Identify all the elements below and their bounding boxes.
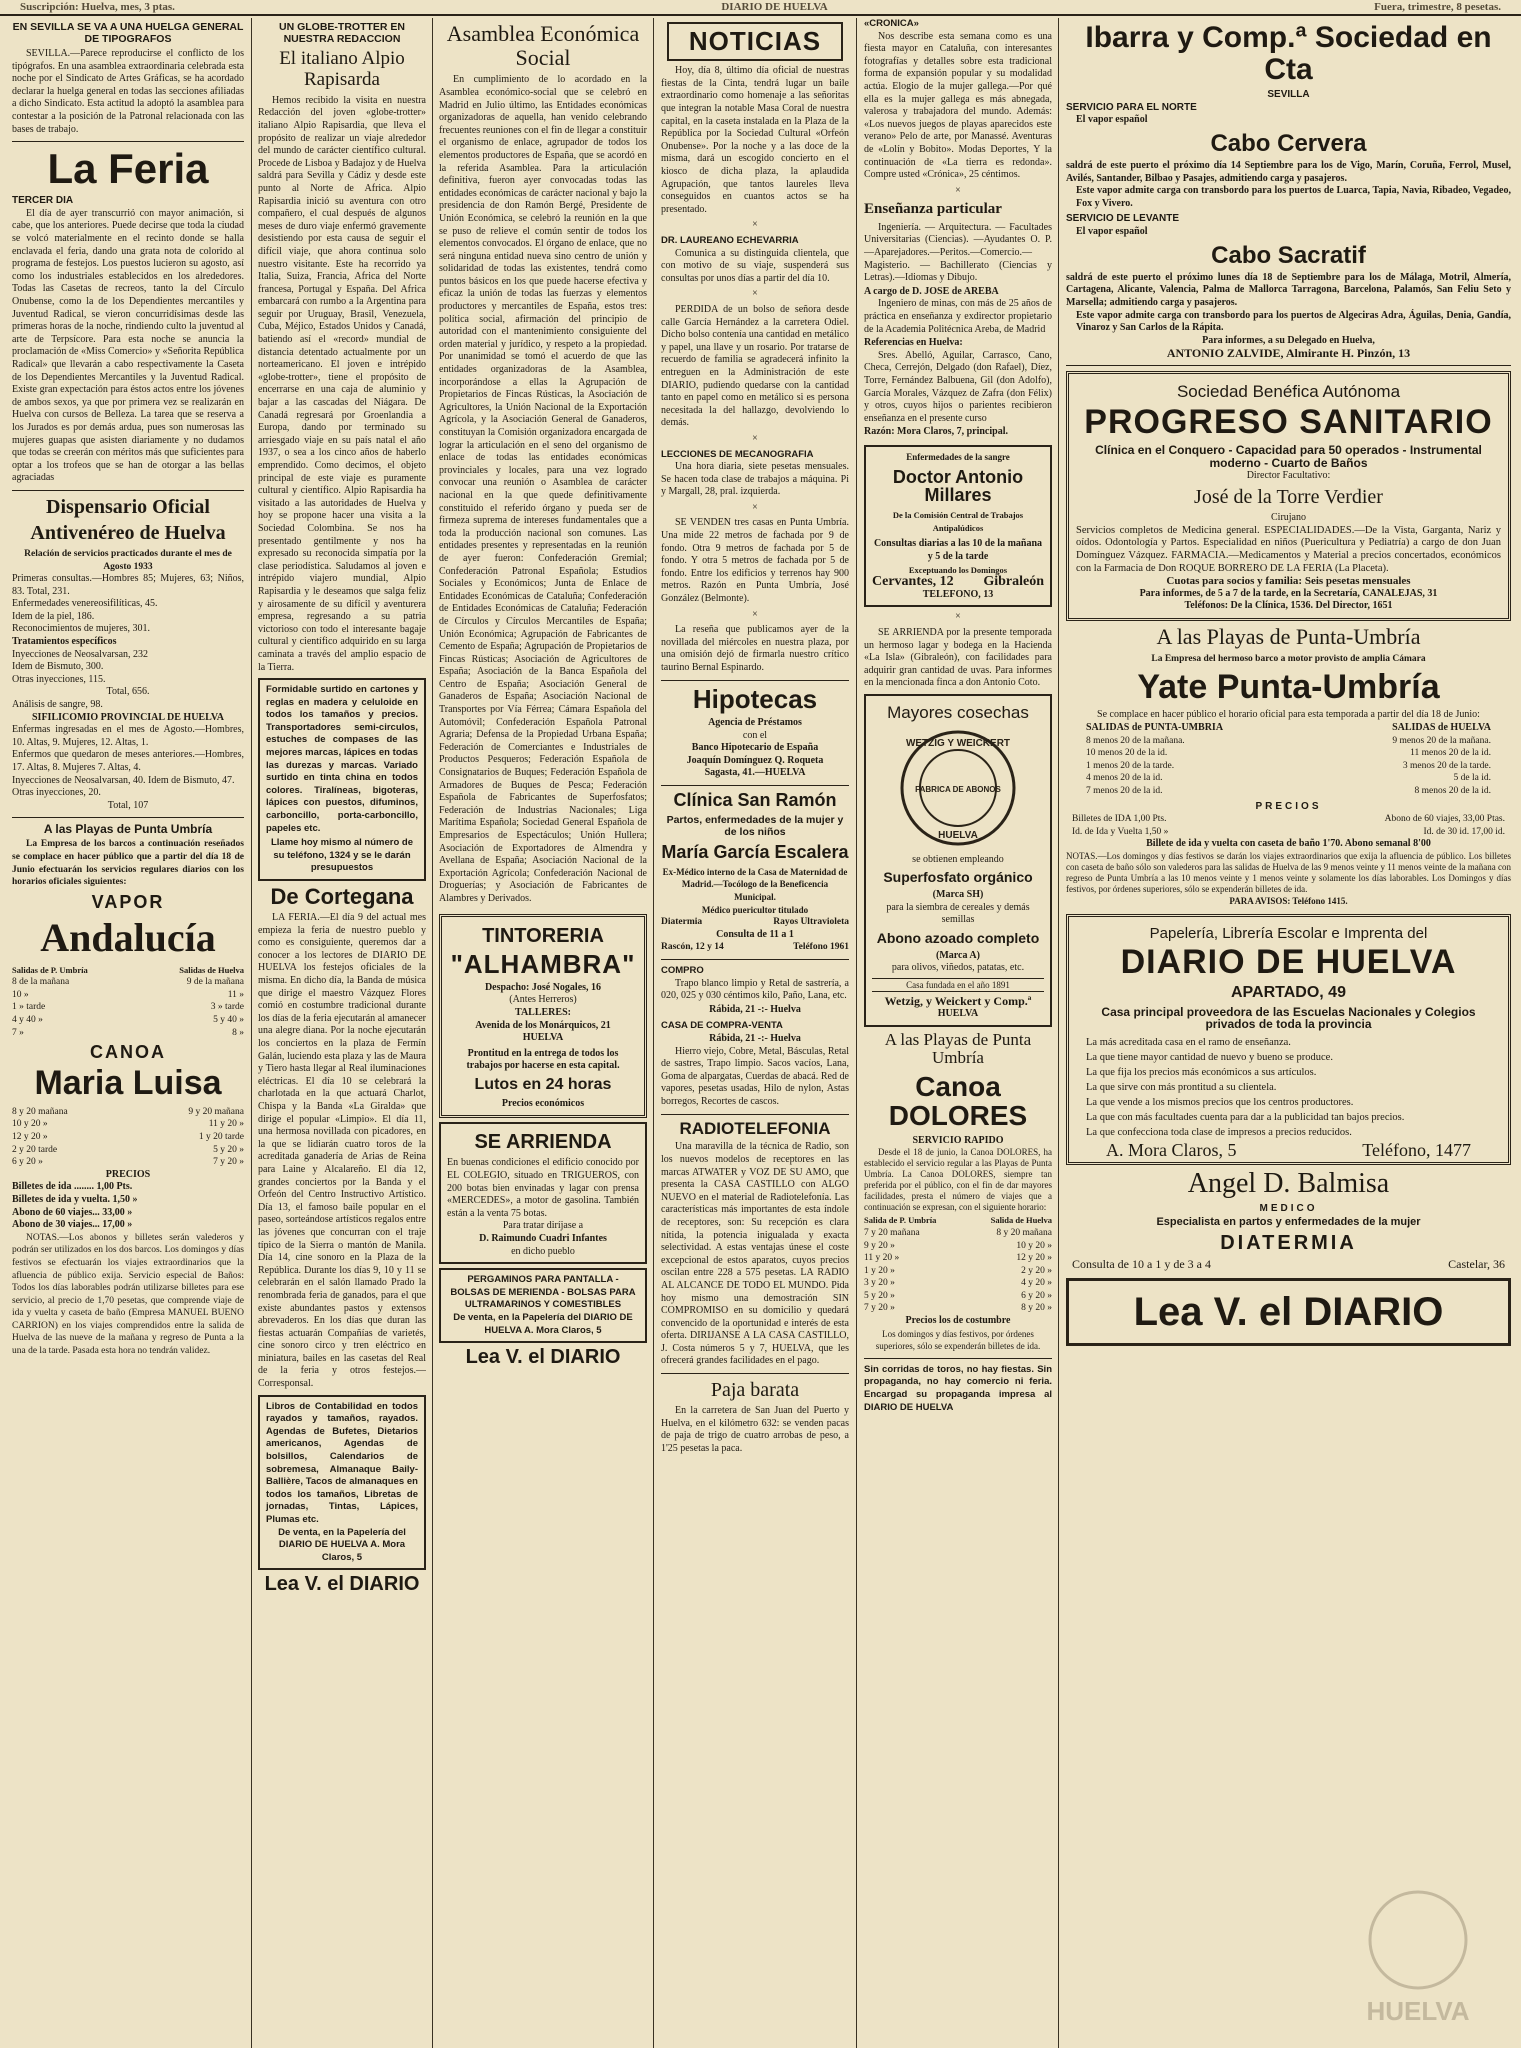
- table-row: 12 y 20 » 1 y 20 tarde: [12, 1131, 244, 1142]
- cartones-text: Formidable surtido en cartones y reglas en madera y celuloide en todos los tamaños y precios. Transportadores semi-circulos, estuches de compases de las mejores marcas, lápices en todas las durezas y marcas. Variado surtido en tinta china en todos colores. Tiralíneas, bigoteras, lápices con puestos, difuminos, carboncillo, porta-carboncillo, papeles etc.: [266, 684, 418, 834]
- column-2: [258, 18, 426, 2048]
- arriendo-name: D. Raimundo Cuadri Infantes: [479, 1232, 607, 1244]
- dolores-headline: A las Playas de Punta Umbría: [884, 1029, 1032, 1068]
- balmisa-medico: MEDICO: [1259, 1203, 1318, 1215]
- table-row: 1 menos 20 de la tarde. 3 menos 20 de la tarde.: [1086, 760, 1491, 771]
- list-item: Idem de la piel, 186.: [12, 610, 95, 622]
- cosechas-marca-sh: (Marca SH): [932, 889, 984, 901]
- cv-headline: CASA DE COMPRA-VENTA: [661, 1020, 783, 1032]
- casas-article: SE VENDEN tres casas en Punta Umbría. Una mide 22 metros de fachada por 9 de fondo. Otra 9 metros de fachada por 5 de fondo. Y otra 5 metros de fachada por 5 de fondo. Entre los edificios y terrenos hay 900 metros. Razón en Punta Umbría, José González (Belmonte).: [661, 517, 849, 605]
- compro-article: Trapo blanco limpio y Retal de sastrería, a 020, 025 y 030 céntimos kilo, Paño, Lana, etc.: [661, 977, 849, 1002]
- feria-subtitle: TERCER DIA: [12, 195, 74, 207]
- papeleria-title: DIARIO DE HUELVA: [1120, 943, 1457, 982]
- cosechas-para-1: para la siembra de cereales y demás semillas: [886, 901, 1030, 926]
- yate-empresa: La Empresa del hermoso barco a motor provisto de amplia Cámara: [1151, 654, 1426, 665]
- papeleria-apartado: APARTADO, 49: [1231, 983, 1346, 1001]
- pergaminos-venta: De venta, en la Papelería del DIARIO DE HUELVA A. Mora Claros, 5: [453, 1311, 633, 1336]
- dolores-precios: Precios los de costumbre: [905, 1315, 1011, 1327]
- progreso-text: Servicios completos de Medicina general. ESPECIALIDADES.—De la Vista, Garganta, Nariz y oídos. Odontología y Partos. Especialidad en niños (Puericultura y Pediatría) a cargo de don Juan Domínguez Vázquez. FARMACIA.—Medicamentos y Material a precios concertados, económicos con la Farmacia de Don ROQUE BORRERO DE LA FERIA (La Placeta).: [1076, 524, 1501, 574]
- lea-diario: Lea V. el DIARIO: [465, 1346, 621, 1369]
- sevilla-article: SEVILLA.—Parece reproducirse el conflicto de los tipógrafos. En una asamblea extraordinaria celebrada esta noche por el Sindicato de Artes Gráficas, se ha acordado declarar la huelga general en todas las secciones afiliadas a dicho Sindicato. Esta actitud la adoptó la asamblea para contestar a la posición de la Patronal relacionada con las bases de trabajo.: [12, 48, 244, 135]
- list-item: (Antes Herreros): [509, 994, 577, 1006]
- ensenanza-ref-head: Referencias en Huelva:: [864, 337, 963, 349]
- list-item: Despacho: José Nogales, 16: [484, 981, 602, 993]
- table-row: 2 y 20 tarde 5 y 20 »: [12, 1144, 244, 1155]
- papeleria-contact: [1076, 1139, 1501, 1160]
- list-item: Abono de 60 viajes... 33,00 »: [12, 1206, 133, 1218]
- papeleria-casa: Casa principal proveedora de las Escuelas Nacionales y Colegios privados de toda la provincia: [1101, 1004, 1476, 1032]
- lea-diario: Lea V. el DIARIO: [1133, 1290, 1444, 1335]
- list-item: Sagasta, 41.—HUELVA: [704, 767, 806, 779]
- ensenanza-text: Ingeniería. — Arquitectura. — Facultades Universitarias (Ciencias). —Ayudantes O. P.—Aparejadores.—Peritos.—Comercio.—Magisterio. — Bachillerato (Ciencias y Letras).—Idiomas y Dibujo.: [864, 221, 1052, 284]
- playas-intro: La Empresa de los barcos a continuación reseñados se complace en hacer público que a partir del día 18 de Junio efectuarán los servicios regulares diarios con los horarios oficiales siguientes:: [12, 839, 244, 888]
- dispensario-subtitle: Relación de servicios practicados durante el mes de Agosto 1933: [24, 548, 232, 572]
- libros-text: Libros de Contabilidad en todos rayados y tamaños, rayados. Agendas de Bufetes, Dietarios americanos, Agendas de bolsillos, Calendarios de sobremesa, Almanaque Baily-Ballière, Tacos de almanaques en todos los tamaños, Libretas de jornadas, Tintas, Lápices, Plumas etc.: [266, 1400, 418, 1525]
- ibarra-text-1: saldrá de este puerto el próximo día 14 Septiembre para los de Vigo, Marín, Coruña, Ferrol, Musel, Avilés, Santander, Bilbao y Pasajes, admitiendo carga y pasajeros.: [1066, 159, 1511, 184]
- arriendo-tratar: Para tratar diríjase a: [502, 1220, 584, 1232]
- millares-exc: Exceptuando los Domingos: [908, 564, 1008, 575]
- compro-addr: Rábida, 21 -:- Huelva: [709, 1003, 801, 1015]
- arriendo-text: En buenas condiciones el edificio conocido por EL COLEGIO, situado en TRIGUEROS, con 200 botas bien envinadas y lagar con prensa «MERCEDES», a motor de gasolina. También están a la venta 75 botas.: [447, 1157, 639, 1219]
- ibarra-vapor-1: El vapor español: [1076, 114, 1148, 126]
- clinica-consulta: Consulta de 11 a 1: [716, 928, 794, 940]
- millares-ad: [864, 445, 1052, 608]
- papeleria-addr: A. Mora Claros, 5: [1106, 1139, 1237, 1160]
- cosechas-firm: Wetzig, y Weickert y Comp.ª: [884, 994, 1032, 1009]
- column-4: NOTICIAS Hoy, día 8, último día oficial de nuestras fiestas de la Cinta, tendrá lugar un baile extraordinario como homenaje a las señoritas que integran la notable Masa Coral de nuestra capital, en la caseta instalada en la Plaza de la República por la Sociedad Cultural «Orfeón Onubense». Por la noche y a las doce de la misma, dará un escogido concierto en el kiosco de dicha plaza, la aplaudida Agrupación, que tantos laureles lleva conseguidos en cuantos actos se ha presentado. × DR. LAUREANO ECHEVARRIA Comunica a su distinguida clientela, que con motivo de su viaje, suspenderá sus consultas por unos días a partir del día 10. × PERDIDA de un bolso de señora desde calle García Hernández a la carretera Odiel. Dicho bolso contenía una cantidad en metálico y papel, una llave y un rosario. Por tratarse de recuerdo de familia se agradecerá infinito la entreguen en la Administración de este DIARIO, pudiendo quedarse con la cantidad tanto en papel como en metálico si es persona necesitada la del hallazgo, devolviendo lo demás. × LECCIONES DE MECANOGRAFIA Una hora diaria, siete pesetas mensuales. Se hacen toda clase de trabajos a máquina. Pi y Margall, 28, pral. izquierda. × SE VENDEN tres casas en Punta Umbría. Una mide 22 metros de fachada por 9 de fondo. Otra 9 metros de fachada por 5 de fondo. Y otra 5 metros de fachada por 5 de fondo. Entre los edificios y terrenos hay 900 metros. Razón en Punta Umbría, José González (Belmonte). × La reseña que publicamos ayer de la novillada del miércoles en nuestra plaza, por una omisión dejó de firmarla nuestro crítico taurino Bernal Espinardo. Hipotecas Agencia de Préstamos con el Banco Hipotecario de España Joaquín Domínguez Q. Roqueta Sagasta, 41.—HUELVA Clínica San Ramón Partos, enfermedades de la mujer y de los niños María García Escalera Ex-Médico interno de la Casa de Maternidad de Madrid.—Tocólogo de la Beneficencia Municipal. Médico puericultor titulado Diatermia Rayos Ultravioleta Consulta de 11 a 1 Rascón, 12 y 14 Teléfono 1961 COMPRO Trapo blanco limpio y Retal de sastrería, a 020, 025 y 030 céntimos kilo, Paño, Lana, etc. Rábida, 21 -:- Huelva CASA DE COMPRA-VENTA Rábida, 21 -:- Huelva Hierro viejo, Cobre, Metal, Básculas, Retal de sastres, Trapo limpio. Sacos vacíos, Lana, Goma de alpargatas, Cuerdas de abacá. Red de vapores, pesetas usadas, Hilo de nylon, Astas borregos, Recortes de cascos. RADIOTELEFONIA Una maravilla de la técnica de Radio, son los nuevos modelos de receptores en las marcas ATWATER y VOZ DE SU AMO, que presenta la CASA CASTILLO con ALGO NUEVO en el material de Radiotelefonía. Las características más importantes de esta índole de receptores, son: Su recepción es clara nítida, la potencia inigualada y exacta selectividad. A estas ventajas únese el coste excepcional de estos aparatos, cuyos precios oscilan entre 228 a 575 pesetas. LA RADIO AL ALCANCE DE TODO EL MUNDO. Pida hoy mismo una demostración SIN COMPROMISO en su domicilio y quedará convencido de la oportunidad e interés de esta oferta. DIRIJANSE A LA CASA CASTILLO, J. Costa números 5 y 7, HUELVA, que les ofrecerá grandes facilidades en el pago. Paja barata En la carretera de San Juan del Puerto y Huelva, en el kilómetro 632: se venden pacas de paja de trigo de cuatro arrobas de peso, a 1'25 pesetas la paca.: [661, 18, 849, 2048]
- ibarra-text-2b: Este vapor admite carga con transbordo para los puertos de Algeciras Adra, Águilas, Denia, Gandía, Vinaroz y San Carlos de la Rápita.: [1076, 309, 1511, 334]
- cosechas-superfosfato: Superfosfato orgánico: [883, 869, 1033, 886]
- list-item: Idem de Bismuto, 300.: [12, 661, 104, 673]
- tint-precios: Precios económicos: [501, 1097, 585, 1109]
- table-row: 8 menos 20 de la mañana. 9 menos 20 de la mañana.: [1086, 735, 1491, 746]
- table-row: 10 y 20 » 11 y 20 »: [12, 1119, 244, 1130]
- clinica-fac: Médico puericultor titulado: [701, 904, 809, 915]
- globe-headline: UN GLOBE-TROTTER EN NUESTRA REDACCION: [279, 21, 405, 45]
- dolores-sched-head: Salida de P. Umbría Salida de Huelva: [864, 1215, 1052, 1226]
- arriendo2-article: SE ARRIENDA por la presente temporada un hermoso lagar y bodega en la Hacienda «La Isla» (Gibraleón), con facilidades para adquirir gran cantidad de uvas. Para informes en la mencionada finca a don Antonio Coto.: [864, 627, 1052, 689]
- dolores-title: Canoa DOLORES: [888, 1070, 1028, 1132]
- table-row: 3 y 20 » 4 y 20 »: [864, 1278, 1052, 1289]
- yate-headline: A las Playas de Punta-Umbría: [1156, 623, 1421, 649]
- yate-precios: PRECIOS: [1255, 800, 1322, 812]
- ibarra-title: Ibarra y Comp.ª Sociedad en Cta: [1085, 21, 1492, 86]
- list-item: Reconocimientos de mujeres, 301.: [12, 623, 151, 635]
- sched-head: Salidas de P. Umbría Salidas de Huelva: [12, 964, 244, 975]
- list-item: La que vende a los mismos precios que los centros productores.: [1086, 1096, 1354, 1108]
- papeleria-list: [1086, 1035, 1491, 1140]
- progreso-title: PROGRESO SANITARIO: [1084, 402, 1493, 441]
- cosechas-huelva: HUELVA: [937, 1007, 979, 1019]
- column-rule: [1058, 18, 1059, 2048]
- progreso-tel: Teléfonos: De la Clínica, 1536. Del Director, 1651: [1184, 600, 1393, 612]
- ibarra-agent: ANTONIO ZALVIDE, Almirante H. Pinzón, 13: [1166, 346, 1411, 361]
- hipotecas-title: Hipotecas: [692, 683, 818, 714]
- perdida-article: PERDIDA de un bolso de señora desde calle García Hernández a la carretera Odiel. Dicho bolso contenía una cantidad en metálico y papel, una llave y un rosario. Por tratarse de recuerdo de familia se agradecerá infinito la entreguen en la Administración de este DIARIO, pudiendo quedarse con la cantidad tanto en papel como en metálico si es persona necesitada la del hallazgo, devolviendo lo demás.: [661, 303, 849, 429]
- yate-title: Yate Punta-Umbría: [1137, 667, 1440, 706]
- cosechas-title: Mayores cosechas: [887, 703, 1029, 722]
- column-rule: [432, 18, 433, 2048]
- list-item: Enfermedades venereosifilíticas, 45.: [12, 598, 158, 610]
- lea-diario: Lea V. el DIARIO: [264, 1573, 420, 1596]
- lea-box: [1066, 1278, 1511, 1346]
- balmisa-name: Angel D. Balmisa: [1187, 1167, 1390, 1199]
- dr-headline: DR. LAUREANO ECHEVARRIA: [661, 235, 799, 247]
- column-3: [439, 18, 647, 2048]
- list-item: con el: [742, 729, 768, 741]
- logo-text-top: WETZIG Y WEICKERT: [905, 737, 1011, 749]
- clinica-doctor: María García Escalera: [661, 841, 849, 862]
- column-rule: [251, 18, 252, 2048]
- table-row: 7 menos 20 de la id. 8 menos 20 de la id.: [1086, 785, 1491, 796]
- radio-title: RADIOTELEFONIA: [679, 1118, 831, 1138]
- table-row: Id. de Ida y Vuelta 1,50 » Id. de 30 id. 17,00 id.: [1072, 826, 1505, 837]
- progreso-cuotas: Cuotas para socios y familia: Seis pesetas mensuales: [1166, 575, 1411, 588]
- list-item: La que con más facultades cuenta para dar a la publicidad tan bajos precios.: [1086, 1111, 1405, 1123]
- clinica-text: Ex-Médico interno de la Casa de Maternidad de Madrid.—Tocólogo de la Beneficencia Municipal.: [662, 866, 848, 903]
- cartones-call: Llame hoy mismo al número de su teléfono, 1324 y se le darán presupuestos: [270, 837, 413, 874]
- ibarra-cabo-sacratif: Cabo Sacratif: [1211, 241, 1366, 269]
- tint-label: TINTORERIA: [482, 924, 604, 947]
- table-row: 8 y 20 mañana 9 y 20 mañana: [12, 1106, 244, 1117]
- feria-title: La Feria: [47, 145, 209, 193]
- wetzig-weickert-logo: [898, 728, 1018, 848]
- table-row: 8 de la mañana 9 de la mañana: [12, 977, 244, 988]
- list-item: Total, 107: [107, 799, 149, 811]
- balmisa-consulta: Consulta de 10 a 1 y de 3 a 4: [1072, 1256, 1211, 1271]
- header-subscription: Suscripción: Huelva, mes, 3 ptas.: [20, 1, 175, 13]
- list-item: Inyecciones de Neosalvarsan, 232: [12, 648, 149, 660]
- list-item: Total, 656.: [106, 686, 150, 698]
- ibarra-sevilla: SEVILLA: [1267, 89, 1310, 100]
- cosechas-para-2: para olivos, viñedos, patatas, etc.: [891, 962, 1025, 974]
- meca-headline: LECCIONES DE MECANOGRAFIA: [661, 448, 814, 460]
- asamblea-article: En cumplimiento de lo acordado en la Asamblea económico-social que se celebró en Madrid en Julio último, las Entidades económicas organizadoras de aquella, han venido celebrando frecuentes reuniones con el fin de llegar a constituir el organismo de enlace, agrupador de todos los elementos productores de España, que se acordó en la referida Asamblea. Para la articulación definitiva, fueron ayer convocadas todas las entidades económicas de carácter nacional y bajo la presidencia de don Ramón Bergé, Presidente de Unión Económica, se celebró la reunión en la que se puso de relieve el común sentir de todos los elementos convocados. El órgano de enlace, que no será ninguna entidad nueva sino centro de unión y solidaridad de todas las existentes, tendrá como puntos básicos en los que puede hacerse efectiva y eficaz la unión de todas las fuerzas y elementos productores y mercantiles de España, estos tres: política social, afirmación del principio de autoridad con el mantenimiento consiguiente del orden material y jurídico, y respeto a la propiedad. Por unanimidad se tomó el acuerdo de que las entidades organizadoras de la Asamblea, incorporándose a ellas la Agrupación de Propietarios de Fincas Rústicas, la Asociación de Agricultores, la Unión Nacional de la Exportación Agrícola, y la Asociación General de Ganaderos, constituyan la Comisión organizadora encargada de lograr la articulación en el seno del organismo de enlace de todas las entidades económicas provinciales y locales, para una vez logrado convocar una reunión o Asamblea de carácter nacional en la que quede definitivamente constituido el referido órgano y pueda ser de firmeza suprema de intereses fundamentales que a toda la producción nacional son comunes. Las entidades presentes y representadas en la reunión de ayer fueron: Confederación Gremial; Confederación Patronal Española; Estudios Sociales y Económicos; Junta de Enlace de Entidades Económicas de Cataluña; Confederación de Entidades Económicas de Cataluña; Federación de Círculos y Círculos Mercantiles de España; Unión Económica; Agrupación de Fabricantes de Cemento de España; Agrupación de Propietarios de Fincas Rústicas; Asociación de Agricultores de España; Asociación de la Banca Española del Centro de España; Asociación General de Ganaderos de España; Asociación Nacional de Transportes por Vía Férrea; Cámara Española del Automóvil; Confederación Española Patronal Agraria; Defensa de la Propiedad Urbana España; Federación de Comerciantes e Industriales de Productos Pesqueros; Federación Española de Consignatarios de Buques; Federación Española de Armadores de Buques de Pesca; Federación Española de Fabricantes de Superfosfatos; Federación de Industrias Nacionales; Liga Marítima Española; Sociedad General Española de Empresarios de Espectáculos; Unión Hullera; Asociación de Exportadores de Almendra y Avellana de España; Asociación Nacional de la Exportación Agrícola; Confederación Nacional de Droguerías; y Asociación de Fabricantes de Alambres y Derivados.: [439, 74, 647, 904]
- ibarra-levante: SERVICIO DE LEVANTE: [1066, 213, 1179, 225]
- list-item: Joaquín Domínguez Q. Roqueta: [686, 754, 824, 766]
- ibarra-text-1b: Este vapor admite carga con transbordo para los puertos de Luarca, Tapia, Navia, Ribadeo, Vegadeo, Fox y Vivero.: [1076, 185, 1511, 209]
- playas-notas: NOTAS.—Los abonos y billetes serán valederos y podrán ser utilizados en los dos barcos. Los domingos y días festivos se efectuarán los viajes extraordinarios que la afluencia de público exija. Servicio especial de Baños: Todos los días laborables podrán utilizarse billetes para ese servicio, al precio de 1,70 pesetas, que comprende viaje de ida y vuelta y caseta de baño (Empresa MANUEL BUENO CARRION) en los viajes comprendidos entre la salida de Huelva de las nueve de la mañana y regreso de Punta a la una de la tarde. Pasada esta hora no tendrán validez.: [12, 1232, 244, 1357]
- list-item: Inyecciones de Neosalvarsan, 40. Idem de Bismuto, 47.: [12, 774, 235, 786]
- dispensario-title: Dispensario Oficial: [46, 495, 210, 518]
- paja-title: Paja barata: [710, 1379, 800, 1402]
- list-item: Billetes de ida y vuelta. 1,50 »: [12, 1193, 138, 1205]
- papeleria-top: Papelería, Librería Escolar e Imprenta del: [1149, 924, 1428, 942]
- dispensario-title-2: Antivenéreo de Huelva: [30, 521, 226, 544]
- tintoreria-ad: [439, 914, 647, 1119]
- table-row: 1 » tarde 3 » tarde: [12, 1002, 244, 1013]
- clinica-addr: Rascón, 12 y 14 Teléfono 1961: [661, 942, 849, 953]
- library-stamp-watermark: [1333, 1880, 1503, 2030]
- feria-article: El día de ayer transcurrió con mayor animación, si cabe, que los anteriores. Puede decirse que toda la ciudad se volcó materialmente en el recinto donde se halla enclavada el feria, dando una grata nota de colorido al programa de festejos. Los puestos lucieron su agosto, así como los industriales establecidos en los alrededores. Todas las Casetas de recreos, tanto la del Círculo Onubense, como la de los Dependientes mercantiles y Juventud Radical, se vieron concurridísimas desde las primeras horas de la noche, rindiendo culto la juventud al arte de Terpsícore. Para esta noche se anuncia la proclamación de «Miss Comercio» y «Señorita República Radical» que llevarán a cabo respectivamente la Caseta de los Dependientes Mercantiles y la Juventud Radical. Existe gran expectación para éstos actos entre los jóvenes de ambos sexos, ya que por primera vez se realizarán en Huelva con cursos de Belleza. La tarea que se reserva a los Jurados es por demás ardua, pues son numerosas las mujeres guapas que asisten diariamente y no dudamos que todas se creerán con méritos más que suficientes para optar a los trofeos que se han de otorgar a las bellas agraciadas: [12, 207, 244, 484]
- list-item: Enfermos que quedaron de meses anteriores.—Hombres, 17. Altas, 8. Mujeres 7. Altas, 4.: [12, 749, 244, 773]
- vapor-label: VAPOR: [91, 891, 165, 912]
- cosechas-fund: Casa fundada en el año 1891: [872, 978, 1044, 993]
- list-item: TALLERES:: [515, 1007, 571, 1019]
- globe-title: El italiano Alpio Rapisarda: [279, 48, 405, 90]
- cortegana-title: De Cortegana: [270, 884, 414, 909]
- clinica-title: Clínica San Ramón: [673, 789, 837, 810]
- progreso-top: Sociedad Benéfica Autónoma: [1176, 381, 1401, 401]
- list-item: Primeras consultas.—Hombres 85; Mujeres, 63; Niños, 83. Total, 231.: [12, 573, 244, 597]
- column-6: [1066, 18, 1511, 2048]
- list-item: La que fija los precios más económicos a sus artículos.: [1086, 1066, 1317, 1078]
- list-item: La que sirve con más prontitud a su clientela.: [1086, 1081, 1277, 1093]
- dolores-sub: SERVICIO RAPIDO: [912, 1134, 1004, 1146]
- header-masthead: DIARIO DE HUELVA: [721, 1, 828, 13]
- progreso-ad: [1066, 371, 1511, 621]
- list-item: Agencia de Préstamos: [708, 716, 802, 728]
- arriendo-ad: [439, 1122, 647, 1264]
- papeleria-ad: [1066, 914, 1511, 1165]
- table-row: 7 » 8 »: [12, 1027, 244, 1038]
- cv-article: Hierro viejo, Cobre, Metal, Básculas, Retal de sastres, Trapo limpio. Sacos vacíos, Lana, Goma de alpargatas, Cuerdas de abacá. Red de vapores, pesetas usadas, Hilo de nylon, Astas borregos, Recortes de cascos.: [661, 1045, 849, 1107]
- tint-lutos: Lutos en 24 horas: [474, 1076, 612, 1094]
- millares-sub: De la Comisión Central de Trabajos Antipalúdicos: [892, 510, 1024, 533]
- logo-text-mid: FABRICA DE ABONOS: [915, 784, 1001, 794]
- ibarra-vapor-2: El vapor español: [1076, 225, 1148, 237]
- ensenanza-text-2: Ingeniero de minas, con más de 25 años de práctica en enseñanza y exdirector propietario de la Academia Politécnica Areba, de Madrid: [864, 298, 1052, 335]
- cronica-article: Nos describe esta semana como es una fiesta mayor en Cataluña, con interesantes fotografías y detalles sobre esta tradicional forma de expansión popular y su modalidad actúa. Elogio de la mujer gallega.—Por qué ella es la mujer gallega es más abnegada, valerosa y trabajadora del mundo. Además: «Los nuevos juegos de playas aparecidos este verano» Pelo de arte, por Manassé. Aventuras de «Lolín y Bobito». Modas Deportes, Y la continuación de «La tierra es redonda». Compre usted «Crónica», 25 céntimos.: [864, 30, 1052, 181]
- cartones-ad: [258, 678, 426, 881]
- table-row: 4 menos 20 de la id. 5 de la id.: [1086, 773, 1491, 784]
- list-item: Análisis de sangre, 98.: [12, 699, 103, 711]
- cv-addr: Rábida, 21 -:- Huelva: [709, 1032, 801, 1044]
- millares-consulta: Consultas diarias a las 10 de la mañana y 5 de la tarde: [873, 538, 1043, 563]
- globe-article: Hemos recibido la visita en nuestra Redacción del joven «globe-trotter» italiano Alpio Rapisardia, que lleva el propósito de realizar un viaje alrededor del mundo de carácter científico cultural. Procede de Lisboa y Badajoz y de Huelva saldrá para Sevilla y Cádiz y desde este punto al Norte de Africa. Alpio Rapisardia inició su aventura con otro compañero, el cual después de algunos meses de duro viaje enfermó gravemente desistiendo por esta causa de seguir el difícil viaje, que ahora continua solo nuestro visitante. Este ha recorrido ya Italia, Suiza, Francia, Africa del Norte francesa, Portugal y España. Del Africa embarcará con rumbo a la Argentina para seguir por Uruguay, Brasil, Venezuela, Cuba, Méjico, Estados Unidos y Canadá, batiendo así el «record» mundial de distancia detentado actualmente por un norteamericano. El joven e intrépido «globe-trotter», tiene el propósito de encerrarse en una caja de aluminio y bajar a las cascadas del Niágara. De Canadá regresará por Groenlandia a Europa, dando por terminado su arriesgado viaje en su país natal el año 1937, o sea a los cinco años de haberlo emprendido. Como decimos, el objeto principal de este viaje es puramente cultural y científico. Alpio Rapisardia ha visitado a las autoridades de Huelva y hoy se propone hacer una visita a la Sociedad Colombina. Se nos ha presentado gentilmente y nos ha expresado su reconocida simpatía por la clase periodística. Saludamos al joven e intrépido viajero mundial, Alpio Rapisardia y le deseamos que salga feliz y airosamente de su difícil y aventurera empresa, regresando a su patria victorioso con todo el interesante bagaje cultural y científico adquirido en su larga caminata a través del amplio espacio de la Tierra.: [258, 94, 426, 673]
- libros-venta: De venta, en la Papelería del DIARIO DE HUELVA A. Mora Claros, 5: [278, 1526, 406, 1563]
- list-item: Abono de 30 viajes... 17,00 »: [12, 1219, 133, 1231]
- cortegana-article: LA FERIA.—El día 9 del actual mes empieza la feria de nuestro pueblo y como es consiguiente, queremos dar a conocer a los lectores de DIARIO DE HUELVA los festejos oficiales de la misma. En dicho día, la Banda de música que dirige el maestro Vázquez Flores comió en costumbre tradicional durante los días de la feria ejecutarán al amanecer una alegre diana. Por la noche ejecutarán los conciertos en la plaza de Fermín Galán, luciendo esta plaza y las de Maura y Tiero hasta llegar al Real iluminaciones eléctricas. El día 10 se celebrará la charlotada en la que actuará Charlot, Chispa y la Banda «La Giralda» que dirige el popular «Limpio». El día 11, una hermosa novillada con picadores, en la que se lidiarán cuatro toros de la acreditada ganadería de Arias de Reina para Laine y Alcalareño. El día 12, grandes conciertos por la Banda y el Orfeón del Centro Instructivo Artístico. Día 13, el famoso baile popular en el paseo, sorteándose artísticos regalos entre las jóvenes que concurran con el traje típico de la Sierra o mantón de Manila. Día 14, cine sonoro en la Plaza de la República. Durante los días 9, 10 y 11 se celebrarán en el salón llamado Prado la renombrada feria de ganados, para el que existe abundantes pastos y extensos abrevaderos. En los días que duran las fiestas actuarán Compañías de varietés, cine sonoro circo y tren eléctrico en miniatura, bailes en las casetas del Real de la feria y otros festejos.—Corresponsal.: [258, 912, 426, 1390]
- ibarra-cabo-cervera: Cabo Cervera: [1210, 129, 1367, 157]
- column-rule: [856, 18, 857, 2048]
- clinica-row: Diatermia Rayos Ultravioleta: [661, 917, 849, 928]
- balmisa-addr: Castelar, 36: [1448, 1256, 1505, 1271]
- meca-article: Una hora diaria, siete pesetas mensuales. Se hacen toda clase de trabajos a máquina. Pi y Margall, 28, pral. izquierda.: [661, 461, 849, 498]
- ibarra-inf: Para informes, a su Delegado en Huelva,: [1202, 334, 1375, 346]
- list-item: Enfermas ingresadas en el mes de Agosto.—Hombres, 10. Altas, 9. Mujeres, 12. Altas, 1.: [12, 724, 244, 748]
- ensenanza-razon: Razón: Mora Claros, 7, principal.: [864, 426, 1008, 438]
- progreso-name: José de la Torre Verdier: [1194, 486, 1383, 509]
- table-row: 6 y 20 » 7 y 20 »: [12, 1157, 244, 1168]
- andalucia-title: Andalucía: [40, 914, 216, 960]
- noticias-box: [667, 22, 843, 61]
- balmisa-contact: [1066, 1258, 1511, 1271]
- yate-sched-head: SALIDAS de PUNTA-UMBRIA SALIDAS de HUELVA: [1086, 722, 1491, 733]
- libros-ad: [258, 1395, 426, 1571]
- list-item: Otras inyecciones, 20.: [12, 787, 101, 799]
- table-row: 10 » 11 »: [12, 989, 244, 1000]
- list-item: Avenida de los Monárquicos, 21: [475, 1019, 611, 1031]
- radio-article: Una maravilla de la técnica de Radio, son los nuevos modelos de receptores en las marcas ATWATER y VOZ DE SU AMO, que presenta la CASA CASTILLO con ALGO NUEVO en el material de Radiotelefonía. Las características más importantes de esta índole de receptores, son: Su recepción es clara nítida, la potencia inigualada y exacta selectividad. A estas ventajas únese el coste excepcional de estos aparatos, cuyos precios oscilan entre 228 a 575 pesetas. LA RADIO AL ALCANCE DE TODO EL MUNDO. Pida hoy mismo una demostración SIN COMPROMISO en su domicilio y quedará convencido de la oportunidad e interés de esta oferta. DIRIJANSE A LA CASA CASTILLO, J. Costa números 5 y 7, HUELVA, que les ofrecerá grandes facilidades en el pago.: [661, 1141, 849, 1367]
- maria-luisa-title: Maria Luisa: [34, 1064, 222, 1103]
- compro-headline: COMPRO: [661, 965, 704, 976]
- arriendo-pueblo: en dicho pueblo: [511, 1245, 575, 1257]
- asamblea-title: Asamblea Económica Social: [446, 21, 640, 71]
- noticias-title: NOTICIAS: [688, 26, 822, 56]
- table-row: 10 menos 20 de la id. 11 menos 20 de la id.: [1086, 748, 1491, 759]
- precios-label: PRECIOS: [105, 1168, 151, 1180]
- cosechas-empleando: se obtienen empleando: [912, 853, 1004, 865]
- balmisa-diatermia: DIATERMIA: [1220, 1231, 1357, 1254]
- paja-article: En la carretera de San Juan del Puerto y Huelva, en el kilómetro 632: se venden pacas de paja de trigo de cuatro arrobas de peso, a 1'25 pesetas la paca.: [661, 1405, 849, 1454]
- cosechas-marca-a: (Marca A): [936, 949, 980, 961]
- table-row: 11 y 20 » 12 y 20 »: [864, 1253, 1052, 1264]
- noticias-article: Hoy, día 8, último día oficial de nuestras fiestas de la Cinta, tendrá lugar un baile extraordinario como homenaje a las señoritas que integran la notable Masa Coral de nuestra capital, en la caseta instalada en la Plaza de la República por la Sociedad Cultural «Orfeón Onubense». Por la noche y a las doce de la misma, dará un escogido concierto en el kiosco de dicha plaza, la aplaudida Agrupación, que tantos laureles lleva conseguidos en cuantos actos se ha presentado.: [661, 65, 849, 215]
- list-item: La más acreditada casa en el ramo de enseñanza.: [1086, 1036, 1291, 1048]
- millares-name: Doctor Antonio Millares: [892, 466, 1024, 506]
- millares-tel: TELEFONO, 13: [922, 588, 994, 600]
- resena-article: La reseña que publicamos ayer de la novillada del miércoles en nuestra plaza, por una omisión dejó de firmarla nuestro crítico taurino Bernal Espinardo.: [661, 624, 849, 674]
- table-row: 7 y 20 » 8 y 20 »: [864, 1303, 1052, 1314]
- arriendo-title: SE ARRIENDA: [474, 1131, 612, 1154]
- dispensario-list: [12, 573, 244, 812]
- logo-text-bottom: HUELVA: [938, 829, 978, 841]
- table-row: 1 y 20 » 2 y 20 »: [864, 1265, 1052, 1276]
- millares-addr: Cervantes, 12 Gibraleón: [872, 574, 1044, 590]
- tint-name: "ALHAMBRA": [450, 948, 636, 979]
- list-item: Banco Hipotecario de España: [691, 742, 819, 754]
- column-rule: [653, 18, 654, 2048]
- papeleria-tel: Teléfono, 1477: [1362, 1139, 1471, 1160]
- cosechas-ad: [864, 694, 1052, 1027]
- pergaminos-ad: [439, 1268, 647, 1343]
- dolores-text: Desde el 18 de junio, la Canoa DOLORES, ha establecido el servicio regular a las Playas de Punta Umbría. La Canoa DOLORES, siempre tan preferida por el público, con el fin de dar mayores facilidades, presta el número de viajes que a continuación se expresan, con el siguiente horario:: [864, 1147, 1052, 1213]
- yate-notas: NOTAS.—Los domingos y días festivos se darán los viajes extraordinarios que exija la afluencia de público. Los billetes con caseta de baño sólo son valederos para las salidas de Huelva de las 9 menos veinte y 11 menos veinte de la mañana con regreso de Punta Umbría a las 10 menos veinte y 1 menos veinte y solamente los días laborables. Los Domingos y días festivos, por órdenes superiores, sólo se expenderán billetes de ida.: [1066, 850, 1511, 894]
- balmisa-esp: Especialista en partos y enfermedades de la mujer: [1156, 1215, 1421, 1228]
- toros-ad: Sin corridas de toros, no hay fiestas. Sin propaganda, no hay comercio ni feria. Encargad su propaganda impresa al DIARIO DE HUELVA: [864, 1363, 1052, 1413]
- table-row: 9 y 20 » 10 y 20 »: [864, 1240, 1052, 1251]
- progreso-inf: Para informes, de 5 a 7 de la tarde, en la Secretaría, CANALEJAS, 31: [1139, 587, 1438, 599]
- yate-caseta: Billete de ida y vuelta con caseta de baño 1'70. Abono semanal 8'00: [1146, 838, 1431, 850]
- list-item: Billetes de ida ........ 1,00 Pts.: [12, 1181, 133, 1193]
- progreso-sub: Clínica en el Conquero - Capacidad para 50 operados - Instrumental moderno - Cuarto de Baños: [1095, 443, 1482, 470]
- header-price: Fuera, trimestre, 8 pesetas.: [1374, 1, 1501, 13]
- ensenanza-cargo: A cargo de D. JOSE de AREBA: [864, 285, 999, 297]
- table-row: 5 y 20 » 6 y 20 »: [864, 1290, 1052, 1301]
- ensenanza-title: Enseñanza particular: [864, 201, 1002, 218]
- table-row: 7 y 20 mañana 8 y 20 mañana: [864, 1227, 1052, 1238]
- list-item: La que confecciona toda clase de impresos a precios reducidos.: [1086, 1126, 1352, 1138]
- cronica-headline: «CRONICA»: [864, 18, 919, 29]
- dr-article: Comunica a su distinguida clientela, que con motivo de su viaje, suspenderá sus consultas por unos días a partir del día 10.: [661, 247, 849, 284]
- ibarra-text-2: saldrá de este puerto el próximo lunes día 18 de Septiembre para los de Málaga, Motril, Almería, Cartagena, Alicante, Valencia, Palma de Mallorca Tarragona, Barcelona, Palamós, San Feliu Seto y Marsella; admitiendo carga y pasajeros.: [1066, 271, 1511, 308]
- millares-top: Enfermedades de la sangre: [906, 451, 1010, 462]
- yate-text: Se complace en hacer público el horario oficial para esta temporada a partir del día 18 de Junio:: [1097, 709, 1480, 721]
- page-header: [0, 0, 1521, 16]
- playas-headline: A las Playas de Punta Umbría: [43, 822, 213, 837]
- cosechas-abono: Abono azoado completo: [876, 929, 1040, 946]
- progreso-cirujano: Cirujano: [1271, 512, 1306, 524]
- list-item: Otras inyecciones, 115.: [12, 673, 106, 685]
- list-item: La que tiene mayor cantidad de nuevo y bueno se produce.: [1086, 1051, 1333, 1063]
- table-row: 4 y 40 » 5 y 40 »: [12, 1015, 244, 1026]
- stamp-text: HUELVA: [1366, 1996, 1470, 2026]
- column-5: «CRONICA» Nos describe esta semana como es una fiesta mayor en Cataluña, con interesantes fotografías y detalles sobre esta tradicional forma de expansión popular y su modalidad actúa. Elogio de la mujer gallega.—Por qué ella es la mujer gallega es más abnegada, valerosa y trabajadora del mundo. Además: «Los nuevos juegos de playas aparecidos este verano» Pelo de arte, por Manassé. Aventuras de «Lolín y Bobito». Modas Deportes, Y la continuación de «La tierra es redonda». Compre usted «Crónica», 25 céntimos. × Enseñanza particular Ingeniería. — Arquitectura. — Facultades Universitarias (Ciencias). —Ayudantes O. P.—Aparejadores.—Peritos.—Comercio.—Magisterio. — Bachillerato (Ciencias y Letras).—Idiomas y Dibujo. A cargo de D. JOSE de AREBA Ingeniero de minas, con más de 25 años de práctica en enseñanza y exdirector propietario de la Academia Politécnica Areba, de Madrid Referencias en Huelva: Sres. Abelló, Aguilar, Carrasco, Cano, Checa, Cerrejón, Delgado (don Rafael), Díez, Torre, Fernández Balbuena, Gil (don Adolfo), García Morales, Vázquez de Zafra (don Félix) y otros, cuyos hijos o parientes recibieron enseñanza en el presente curso Razón: Mora Claros, 7, principal. Enfermedades de la sangre Doctor Antonio Millares De la Comisión Central de Trabajos Antipalúdicos Consultas diarias a las 10 de la mañana y 5 de la tarde Exceptuando los Domingos Cervantes, 12 Gibraleón TELEFONO, 13 × SE ARRIENDA por la presente temporada un hermoso lagar y bodega en la Hacienda «La Isla» (Gibraleón), con facilidades para adquirir gran cantidad de uvas. Para informes en la mencionada finca a don Antonio Coto. Mayores cosechas WETZIG Y WEICKERT FABRICA DE ABONOS HUELVA se obtienen empleando Superfosfato orgánico (Marca SH) para la siembra de cereales y demás semillas Abono azoado completo (Marca A) para olivos, viñedos, patatas, etc. Casa fundada en el año 1891 Wetzig, y Weickert y Comp.ª HUELVA A las Playas de Punta Umbría Canoa DOLORES SERVICIO RAPIDO Desde el 18 de junio, la Canoa DOLORES, ha establecido el servicio regular a las Playas de Punta Umbría. La Canoa DOLORES, siempre tan preferida por el público, con el fin de dar mayores facilidades, presta el número de viajes que a continuación se expresan, con el siguiente horario: Salida de P. Umbría Salida de Huelva 7 y 20 mañana 8 y 20 mañana 9 y 20 » 10 y 20 » 11 y 20 » 12 y 20 » 1 y 20 » 2 y 20 » 3 y 20 » 4 y 20 » 5 y 20 » 6 y 20 » 7 y 20 » 8 y 20 » Precios los de costumbre Los domingos y días festivos, por órdenes superiores, sólo se expenderán billetes de ida. Sin corridas de toros, no hay fiestas. Sin propaganda, no hay comercio ni feria. Encargad su propaganda impresa al DIARIO DE HUELVA: [864, 18, 1052, 1413]
- progreso-dir: Director Facultativo:: [1246, 469, 1331, 481]
- tint-promise: Prontitud en la entrega de todos los trabajos por hacerse en esta capital.: [466, 1047, 620, 1072]
- pergaminos-text: PERGAMINOS PARA PANTALLA - BOLSAS DE MERIENDA - BOLSAS PARA ULTRAMARINOS Y COMESTIBLES: [450, 1274, 636, 1311]
- yate-aviso: PARA AVISOS: Teléfono 1415.: [1229, 895, 1348, 906]
- list-item: HUELVA: [522, 1032, 564, 1044]
- ibarra-norte: SERVICIO PARA EL NORTE: [1066, 101, 1197, 113]
- list-item: Tratamientos específicos: [12, 636, 117, 648]
- clinica-sub: Partos, enfermedades de la mujer y de los niños: [666, 813, 844, 839]
- column-1: [12, 18, 244, 2048]
- sevilla-headline: EN SEVILLA SE VA A UNA HUELGA GENERAL DE TIPOGRAFOS: [12, 21, 244, 45]
- list-item: SIFILICOMIO PROVINCIAL DE HUELVA: [32, 711, 224, 723]
- ensenanza-ref: Sres. Abelló, Aguilar, Carrasco, Cano, Checa, Cerrejón, Delgado (don Rafael), Díez, Torre, Fernández Balbuena, Gil (don Adolfo), García Morales, Vázquez de Zafra (don Félix) y otros, cuyos hijos o parientes recibieron enseñanza en el presente curso: [864, 349, 1052, 424]
- table-row: Billetes de IDA 1,00 Pts. Abono de 60 viajes, 33,00 Ptas.: [1072, 814, 1505, 825]
- canoa-label: CANOA: [90, 1042, 166, 1063]
- dolores-notas: Los domingos y días festivos, por órdenes superiores, sólo se expenderán billetes de ida.: [875, 1328, 1041, 1352]
